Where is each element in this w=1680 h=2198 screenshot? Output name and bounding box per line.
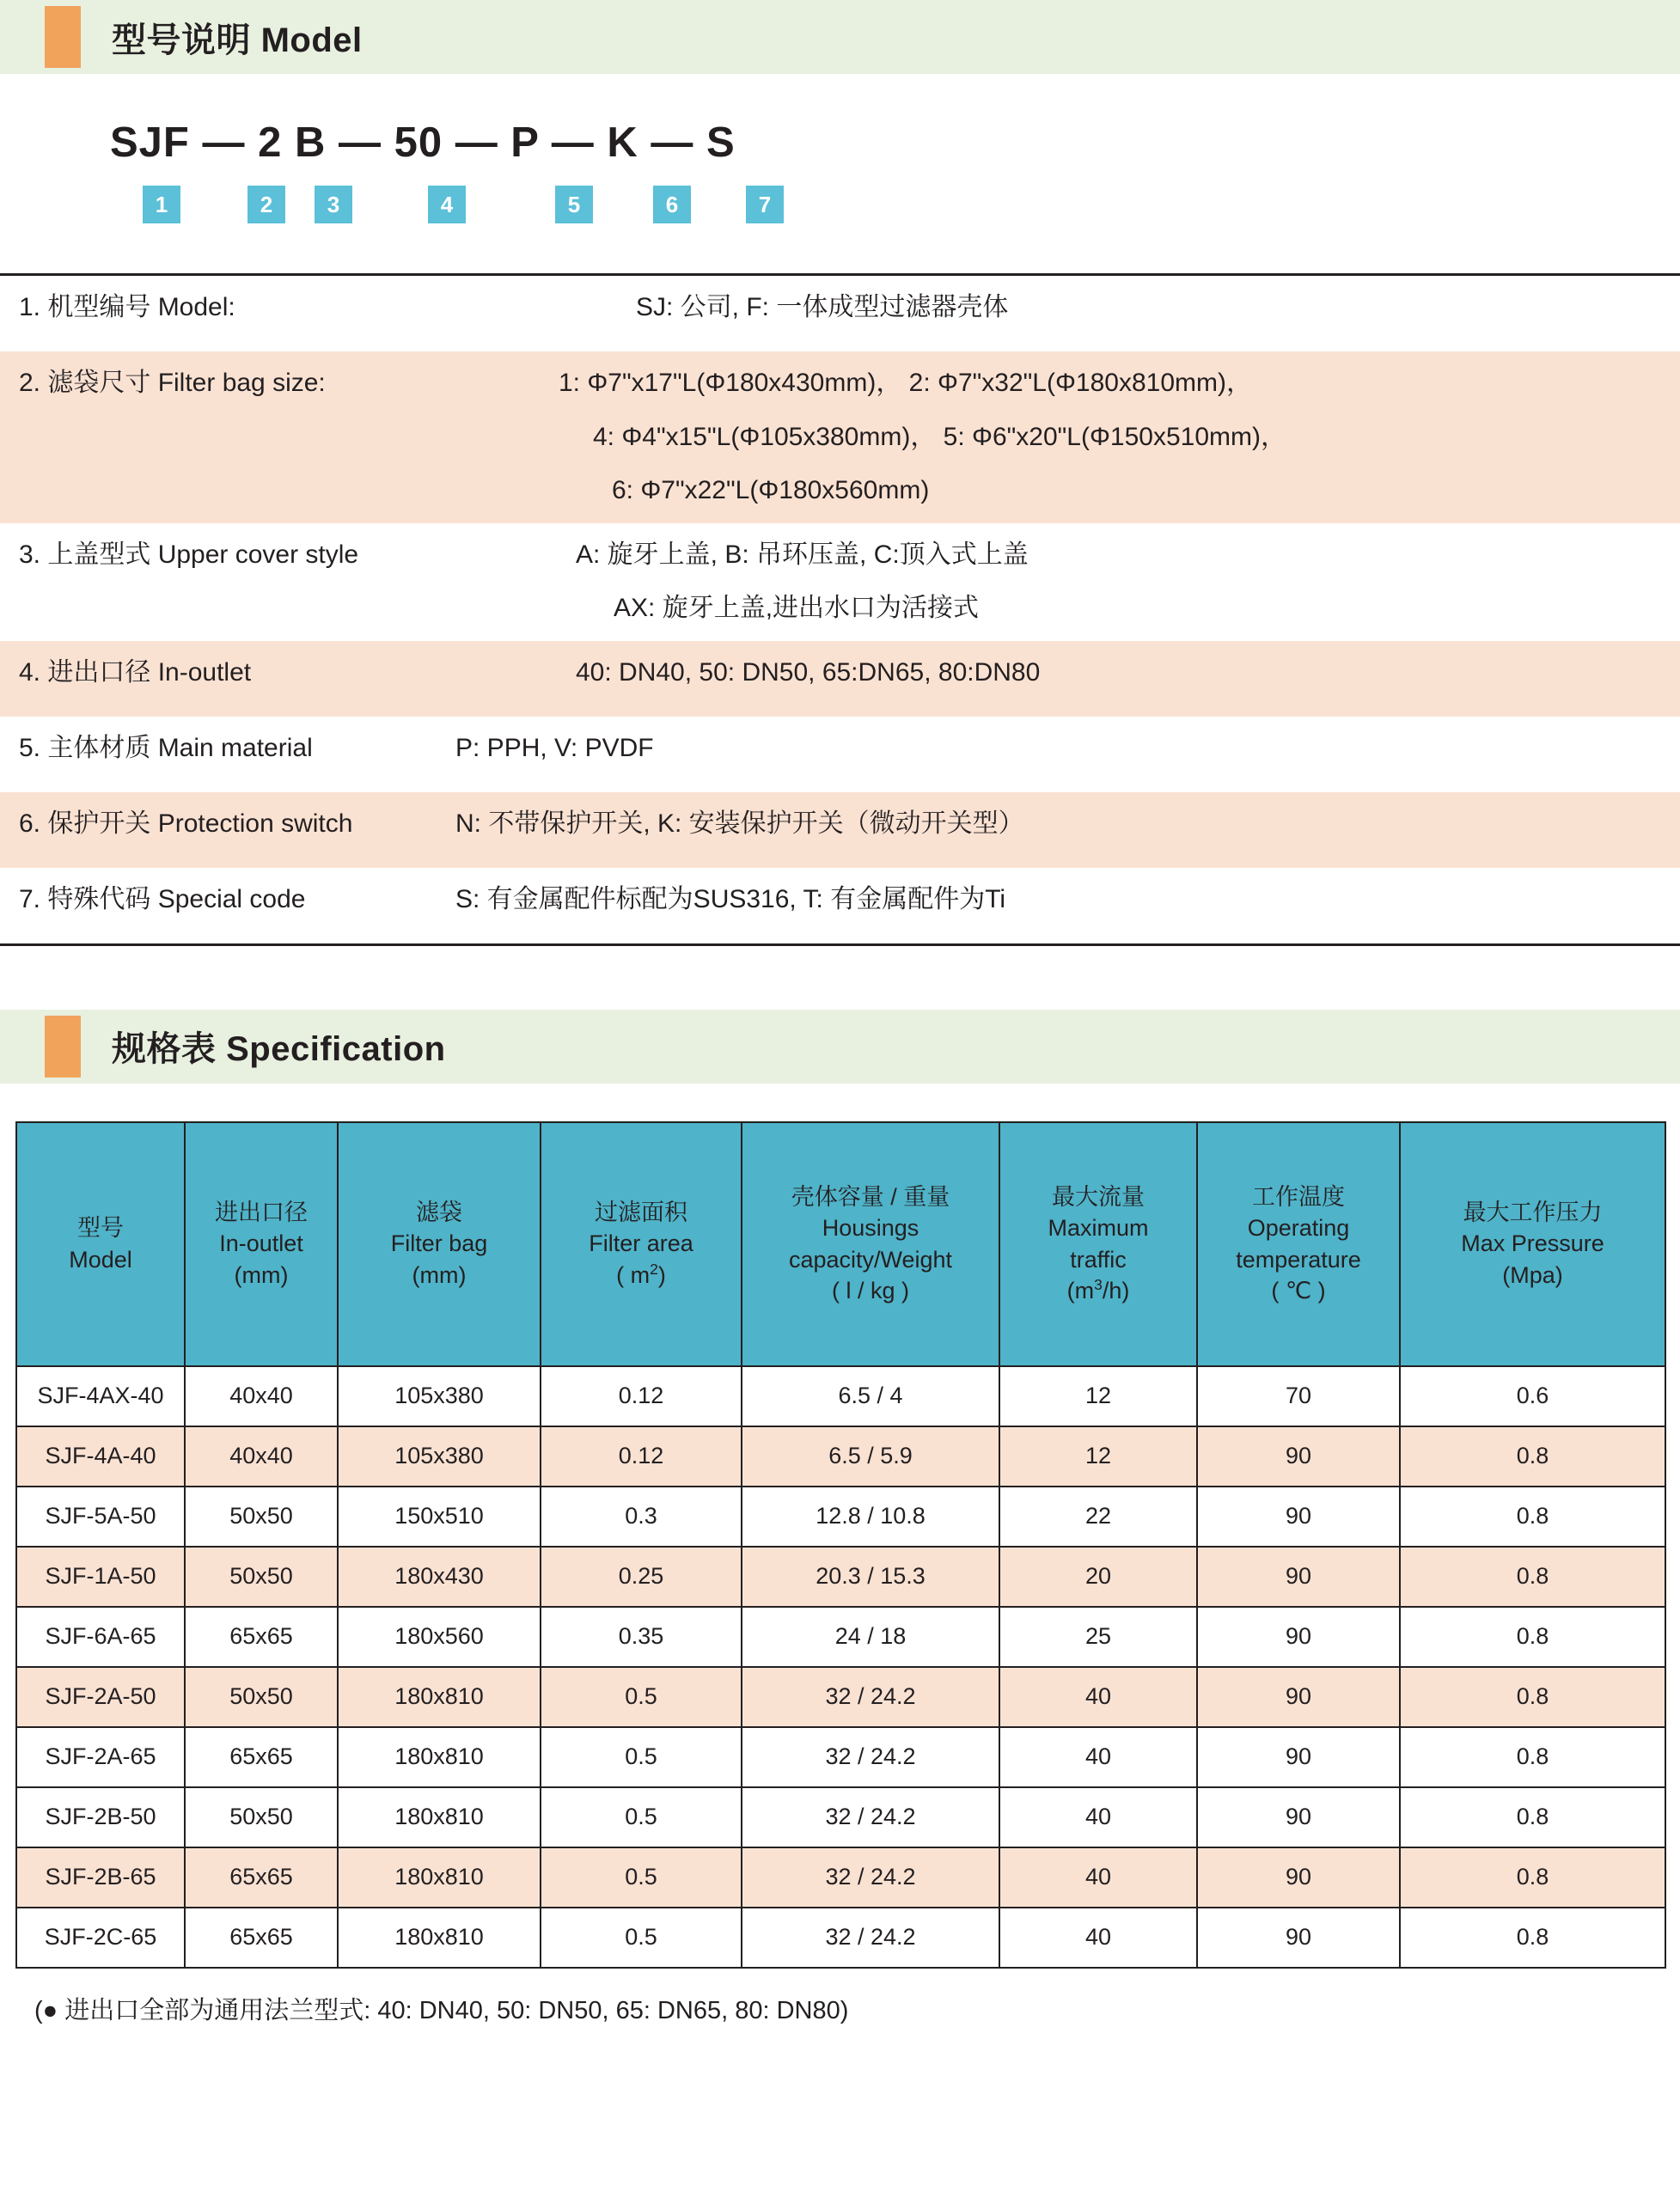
hdr-cn: 壳体容量 / 重量 (791, 1183, 950, 1210)
spec-header-filterarea (541, 1122, 742, 1366)
hdr-cn: 型号 (77, 1215, 124, 1242)
cell-capacity-weight: 6.5 / 4 (742, 1366, 999, 1426)
spec-header-filterbag (338, 1122, 541, 1366)
cell-temperature: 90 (1197, 1847, 1400, 1908)
hdr-en: Filter area (589, 1230, 693, 1257)
cell-max-traffic: 40 (999, 1727, 1197, 1787)
cell-model: SJF-2A-65 (16, 1727, 185, 1787)
spec-footnote: (● 进出口全部为通用法兰型式: 40: DN40, 50: DN50, 65: DN65, 80: DN80) (34, 1996, 849, 2024)
spec-header-model (16, 1122, 185, 1366)
cell-filterarea: 0.12 (541, 1366, 742, 1426)
legend-line-4-1: 40: DN40, 50: DN50, 65:DN65, 80:DN80 (576, 657, 1041, 687)
legend-label-3: 3. 上盖型式 Upper cover style (19, 540, 359, 569)
legend-row-4 (0, 641, 1680, 717)
cell-inoutlet: 40x40 (185, 1426, 338, 1487)
legend-label-5: 5. 主体材质 Main material (19, 733, 313, 762)
section-title-model: 型号说明 Model (112, 21, 363, 59)
legend-line-2-1: 1: Φ7"x17"L(Φ180x430mm)， 2: Φ7"x32"L(Φ180x810mm)， (559, 369, 1252, 397)
section-header-spec (0, 1010, 1680, 1084)
cell-model: SJF-4AX-40 (16, 1366, 185, 1426)
cell-temperature: 90 (1197, 1727, 1400, 1787)
hdr-cn: 滤袋 (416, 1199, 462, 1225)
cell-inoutlet: 50x50 (185, 1487, 338, 1547)
spec-table (15, 1121, 1666, 1969)
cell-inoutlet: 65x65 (185, 1908, 338, 1968)
cell-inoutlet: 65x65 (185, 1607, 338, 1667)
section-header-model (0, 0, 1680, 74)
cell-filterarea: 0.5 (541, 1727, 742, 1787)
legend-label-1: 1. 机型编号 Model: (19, 293, 235, 321)
spec-header-temperature (1197, 1122, 1400, 1366)
cell-max-traffic: 12 (999, 1366, 1197, 1426)
cell-filterbag: 105x380 (338, 1366, 541, 1426)
table-row (16, 1487, 1665, 1547)
legend-label-4: 4. 进出口径 In-outlet (19, 657, 252, 687)
cell-model: SJF-2B-50 (16, 1787, 185, 1847)
legend-value-5 (455, 729, 1680, 769)
cell-max-traffic: 40 (999, 1908, 1197, 1968)
spec-table-wrap (0, 1121, 1680, 2026)
cell-filterarea: 0.35 (541, 1607, 742, 1667)
hdr-cn: 过滤面积 (595, 1199, 687, 1225)
cell-max-pressure: 0.8 (1400, 1847, 1665, 1908)
legend-row-7 (0, 868, 1680, 943)
legend-value-4 (455, 653, 1680, 693)
cell-inoutlet: 50x50 (185, 1787, 338, 1847)
cell-inoutlet: 40x40 (185, 1366, 338, 1426)
cell-max-pressure: 0.8 (1400, 1908, 1665, 1968)
hdr-en2: traffic (1070, 1246, 1127, 1273)
cell-filterarea: 0.3 (541, 1487, 742, 1547)
index-box-7: 7 (746, 186, 784, 223)
cell-max-pressure: 0.8 (1400, 1667, 1665, 1727)
cell-capacity-weight: 20.3 / 15.3 (742, 1547, 999, 1607)
table-row (16, 1908, 1665, 1968)
cell-filterbag: 180x430 (338, 1547, 541, 1607)
cell-capacity-weight: 24 / 18 (742, 1607, 999, 1667)
legend-line-6-1: N: 不带保护开关, K: 安装保护开关（微动开关型） (455, 809, 1024, 838)
cell-max-traffic: 20 (999, 1547, 1197, 1607)
legend-line-1-1: SJ: 公司, F: 一体成型过滤器壳体 (636, 293, 1009, 321)
cell-max-traffic: 40 (999, 1667, 1197, 1727)
cell-filterbag: 180x810 (338, 1847, 541, 1908)
cell-filterarea: 0.12 (541, 1426, 742, 1487)
cell-filterbag: 180x810 (338, 1667, 541, 1727)
cell-filterbag: 150x510 (338, 1487, 541, 1547)
index-box-1: 1 (143, 186, 180, 223)
table-row (16, 1787, 1665, 1847)
legend-label-6: 6. 保护开关 Protection switch (19, 809, 353, 838)
cell-filterbag: 180x810 (338, 1787, 541, 1847)
table-row (16, 1366, 1665, 1426)
cell-inoutlet: 50x50 (185, 1667, 338, 1727)
legend-label-7: 7. 特殊代码 Special code (19, 884, 306, 913)
cell-capacity-weight: 32 / 24.2 (742, 1847, 999, 1908)
cell-model: SJF-1A-50 (16, 1547, 185, 1607)
hdr-cn: 最大流量 (1052, 1183, 1145, 1210)
hdr-en1: Housings (822, 1215, 919, 1242)
cell-temperature: 70 (1197, 1366, 1400, 1426)
hdr-unit: $(m^3/h)$ (1066, 1275, 1130, 1304)
cell-max-traffic: 22 (999, 1487, 1197, 1547)
model-legend (0, 273, 1680, 946)
cell-model: SJF-2A-50 (16, 1667, 185, 1727)
spec-header-capacity-weight (742, 1122, 999, 1366)
cell-inoutlet: 65x65 (185, 1727, 338, 1787)
legend-value-3 (455, 535, 1680, 629)
legend-value-6 (455, 804, 1680, 845)
hdr-en1: Maximum (1048, 1215, 1149, 1242)
cell-max-traffic: 40 (999, 1847, 1197, 1908)
cell-model: SJF-4A-40 (16, 1426, 185, 1487)
table-row (16, 1547, 1665, 1607)
cell-model: SJF-2C-65 (16, 1908, 185, 1968)
cell-max-traffic: 12 (999, 1426, 1197, 1487)
spec-header-inoutlet (185, 1122, 338, 1366)
legend-value-2 (455, 363, 1680, 511)
section-title-spec: 规格表 Specification (112, 1030, 446, 1068)
cell-temperature: 90 (1197, 1547, 1400, 1607)
legend-line-5-1: P: PPH, V: PVDF (455, 733, 654, 762)
hdr-unit: ( $m^2$) (616, 1260, 666, 1288)
cell-capacity-weight: 32 / 24.2 (742, 1667, 999, 1727)
hdr-unit: (mm) (234, 1261, 289, 1288)
legend-value-1 (455, 288, 1680, 328)
cell-temperature: 90 (1197, 1787, 1400, 1847)
spec-header-row (16, 1122, 1665, 1366)
index-box-5: 5 (555, 186, 593, 223)
spec-header-max-traffic (999, 1122, 1197, 1366)
cell-capacity-weight: 32 / 24.2 (742, 1787, 999, 1847)
spec-header-max-pressure (1400, 1122, 1665, 1366)
cell-filterbag: 180x810 (338, 1908, 541, 1968)
cell-max-pressure: 0.8 (1400, 1607, 1665, 1667)
legend-row-1 (0, 276, 1680, 351)
hdr-unit: (Mpa) (1502, 1261, 1563, 1288)
cell-filterarea: 0.5 (541, 1787, 742, 1847)
cell-filterbag: 105x380 (338, 1426, 541, 1487)
table-row (16, 1426, 1665, 1487)
legend-line-7-1: S: 有金属配件标配为SUS316, T: 有金属配件为Ti (455, 884, 1006, 913)
cell-max-pressure: 0.8 (1400, 1547, 1665, 1607)
hdr-cn: 最大工作压力 (1463, 1199, 1603, 1225)
cell-max-traffic: 40 (999, 1787, 1197, 1847)
cell-max-pressure: 0.6 (1400, 1366, 1665, 1426)
table-row (16, 1607, 1665, 1667)
legend-line-3-2: AX: 旋牙上盖,进出水口为活接式 (614, 594, 980, 622)
legend-row-6 (0, 792, 1680, 868)
cell-model: SJF-5A-50 (16, 1487, 185, 1547)
cell-capacity-weight: 32 / 24.2 (742, 1727, 999, 1787)
cell-filterarea: 0.5 (541, 1908, 742, 1968)
legend-value-7 (455, 880, 1680, 920)
cell-max-traffic: 25 (999, 1607, 1197, 1667)
table-row (16, 1667, 1665, 1727)
cell-model: SJF-6A-65 (16, 1607, 185, 1667)
cell-capacity-weight: 32 / 24.2 (742, 1908, 999, 1968)
cell-temperature: 90 (1197, 1426, 1400, 1487)
index-box-2: 2 (247, 186, 285, 223)
hdr-unit: ( ℃ ) (1271, 1277, 1326, 1304)
cell-temperature: 90 (1197, 1908, 1400, 1968)
hdr-en2: capacity/Weight (788, 1246, 953, 1273)
hdr-en: Max Pressure (1461, 1230, 1604, 1257)
index-box-3: 3 (315, 186, 352, 223)
hdr-en: In-outlet (219, 1230, 303, 1257)
cell-filterarea: 0.5 (541, 1847, 742, 1908)
model-code-area (0, 74, 1680, 253)
cell-model: SJF-2B-65 (16, 1847, 185, 1908)
hdr-cn: 工作温度 (1252, 1183, 1345, 1210)
table-row (16, 1727, 1665, 1787)
legend-line-3-1: A: 旋牙上盖, B: 吊环压盖, C:顶入式上盖 (576, 540, 1029, 569)
index-box-4: 4 (428, 186, 466, 223)
legend-row-3 (0, 523, 1680, 641)
legend-line-2-3: 6: Φ7"x22"L(Φ180x560mm) (612, 476, 930, 504)
cell-filterbag: 180x810 (338, 1727, 541, 1787)
hdr-en: Model (69, 1246, 132, 1273)
cell-filterarea: 0.5 (541, 1667, 742, 1727)
hdr-unit: (mm) (412, 1261, 467, 1288)
cell-max-pressure: 0.8 (1400, 1426, 1665, 1487)
hdr-unit: ( l / kg ) (831, 1277, 909, 1304)
index-box-6: 6 (653, 186, 691, 223)
cell-filterbag: 180x560 (338, 1607, 541, 1667)
hdr-en: Filter bag (390, 1230, 488, 1257)
model-code-string: SJF — 2 B — 50 — P — K — S (110, 119, 736, 166)
cell-filterarea: 0.25 (541, 1547, 742, 1607)
cell-max-pressure: 0.8 (1400, 1787, 1665, 1847)
cell-inoutlet: 50x50 (185, 1547, 338, 1607)
cell-inoutlet: 65x65 (185, 1847, 338, 1908)
hdr-cn: 进出口径 (215, 1199, 308, 1225)
legend-label-2: 2. 滤袋尺寸 Filter bag size: (19, 369, 326, 397)
cell-max-pressure: 0.8 (1400, 1727, 1665, 1787)
cell-temperature: 90 (1197, 1667, 1400, 1727)
legend-row-2 (0, 351, 1680, 523)
legend-line-2-2: 4: Φ4"x15"L(Φ105x380mm)， 5: Φ6"x20"L(Φ150x510mm)， (593, 422, 1286, 451)
cell-capacity-weight: 6.5 / 5.9 (742, 1426, 999, 1487)
cell-temperature: 90 (1197, 1487, 1400, 1547)
cell-temperature: 90 (1197, 1607, 1400, 1667)
cell-capacity-weight: 12.8 / 10.8 (742, 1487, 999, 1547)
section-marker-icon-2 (45, 1016, 81, 1078)
table-row (16, 1847, 1665, 1908)
section-marker-icon (45, 6, 81, 68)
legend-row-5 (0, 717, 1680, 792)
hdr-en1: Operating (1247, 1215, 1350, 1242)
model-code-index-row (110, 186, 1680, 234)
cell-max-pressure: 0.8 (1400, 1487, 1665, 1547)
hdr-en2: temperature (1236, 1246, 1361, 1273)
